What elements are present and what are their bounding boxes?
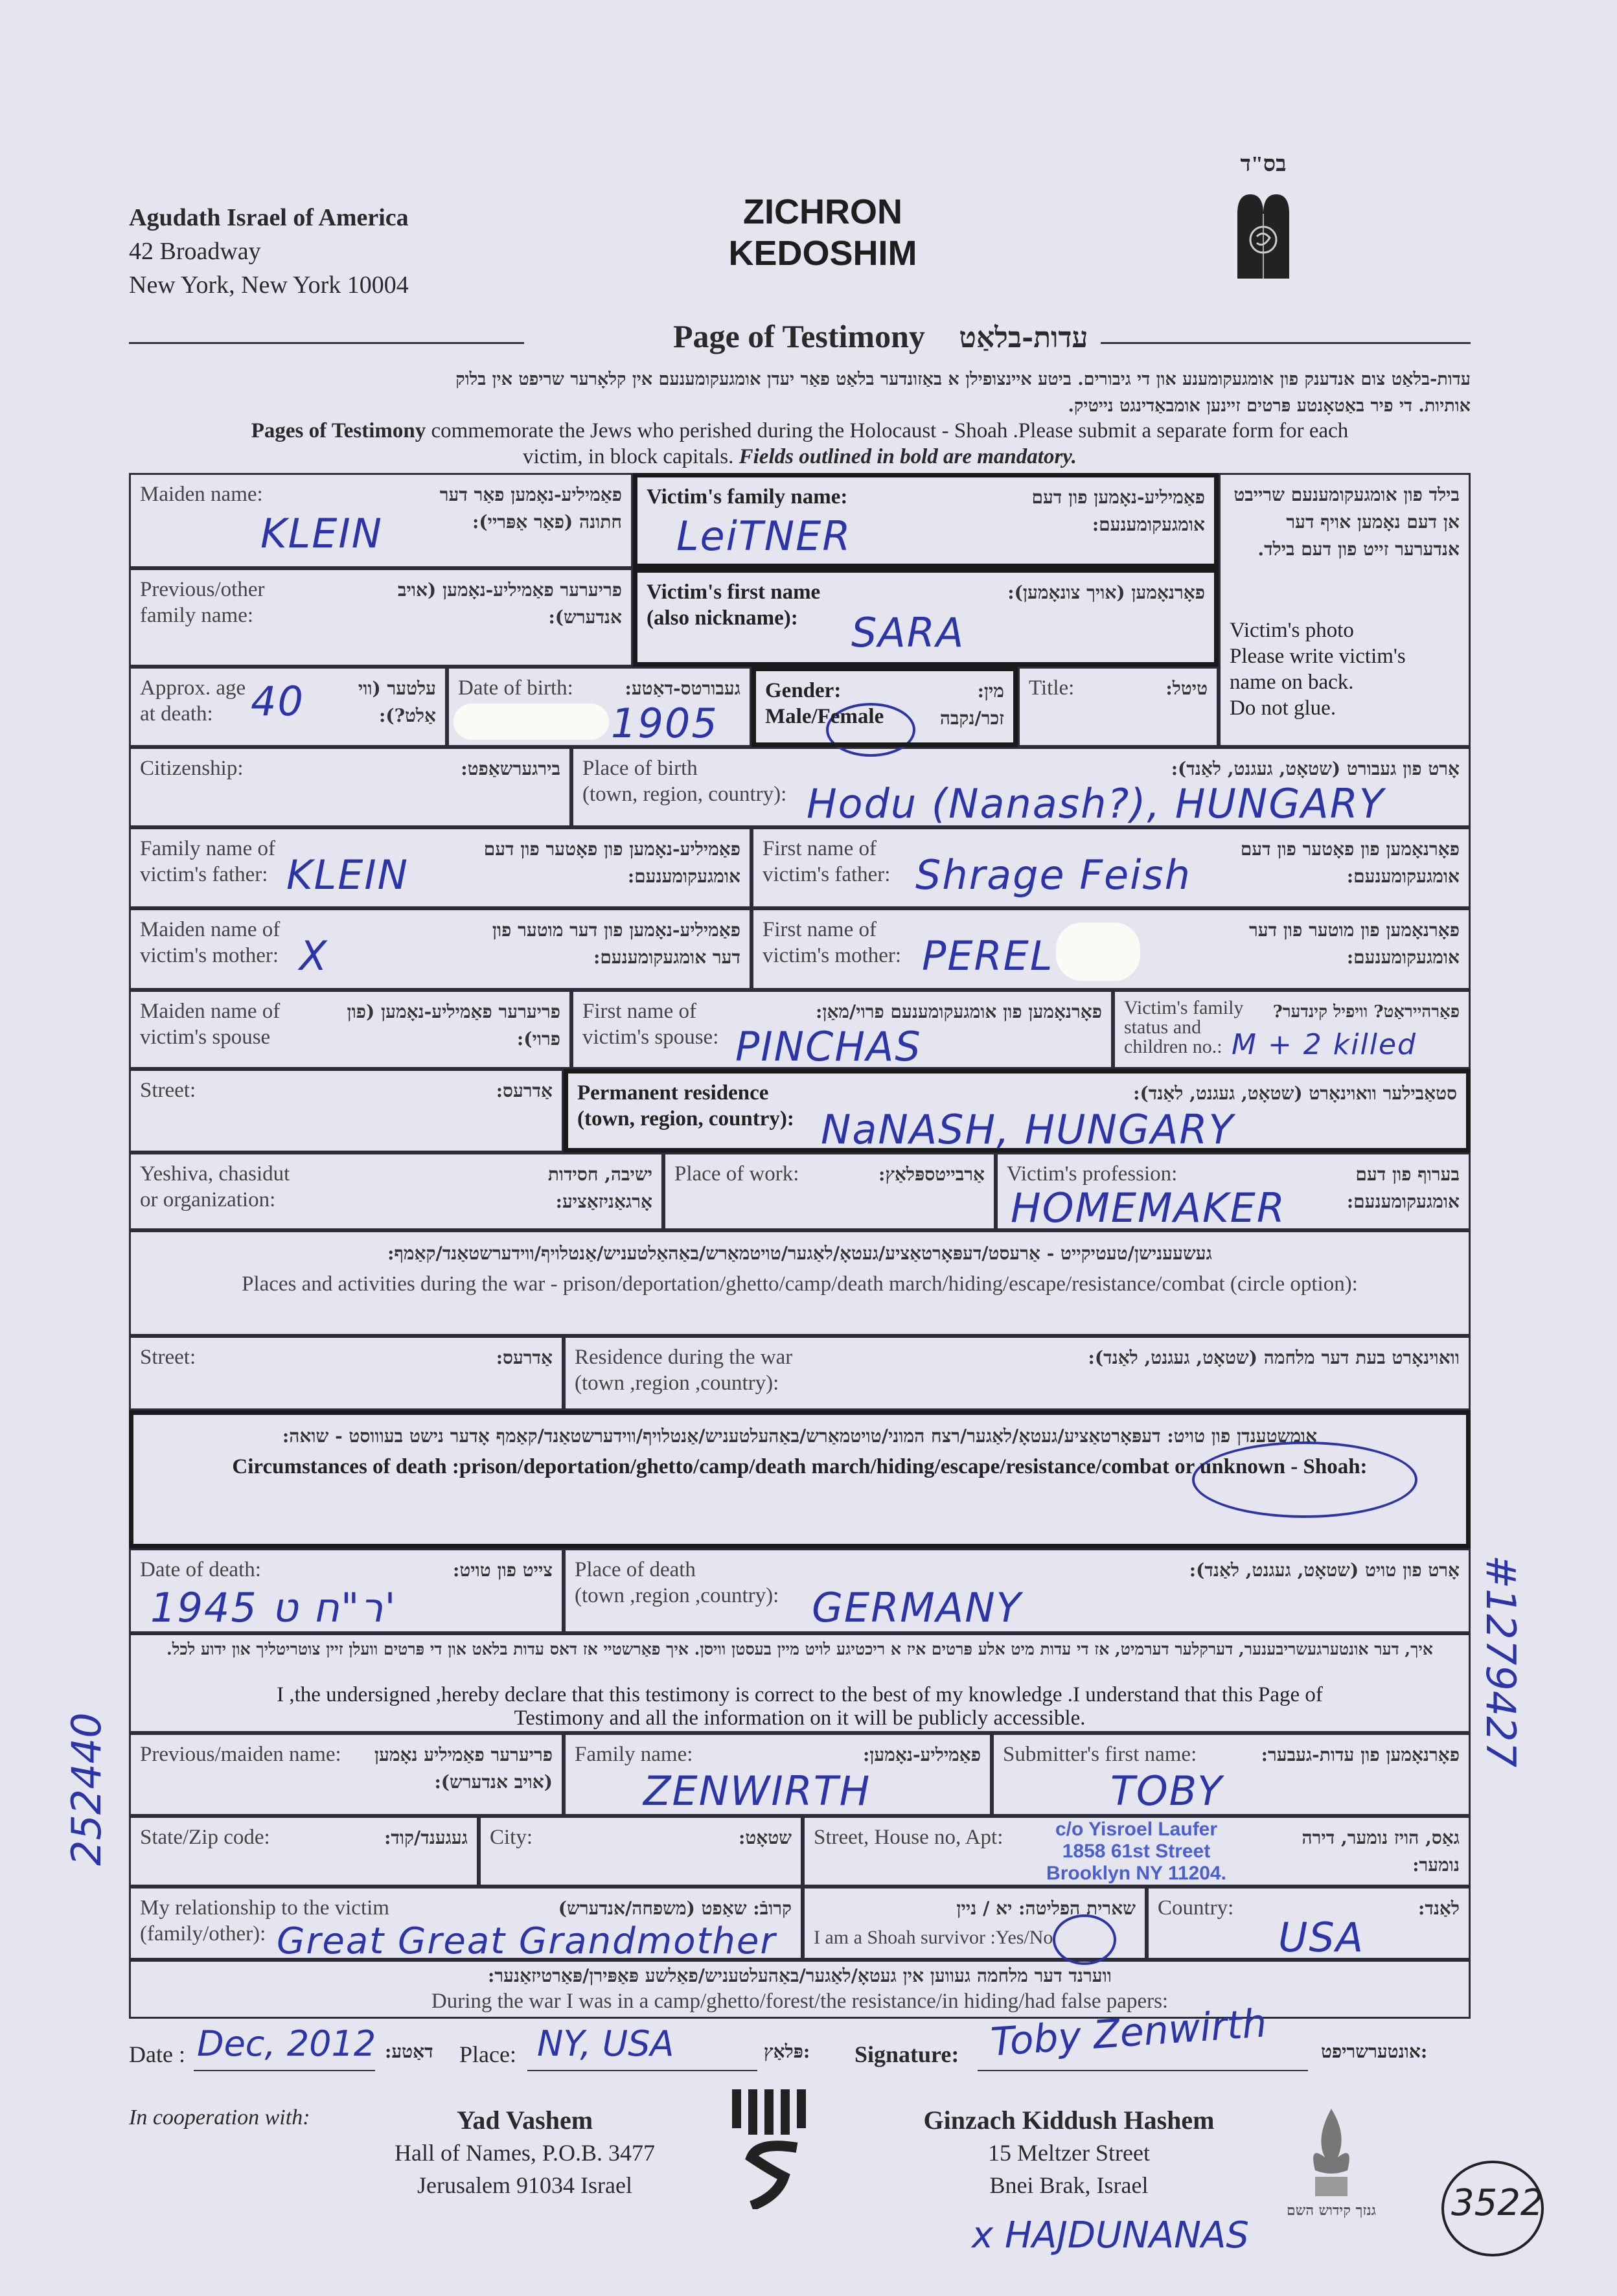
field-label: My relationship to the victim (family/other): [140,1896,389,1946]
field-previous-family-name[interactable] [129,568,633,667]
field-label-he: אַדרעס: [496,1080,553,1101]
field-label-he: וואוינאָרט בעת דער מלחמה (שטאָט, געגנט, לאַנד): [1088,1347,1460,1368]
field-submitter-family-name[interactable] [564,1733,992,1816]
field-age-at-death[interactable] [129,667,447,747]
yad-vashem-address [363,2104,687,2201]
field-label: Previous/maiden name: [140,1743,341,1766]
field-value[interactable]: KLEIN [260,510,384,557]
intro-en-text: commemorate the Jews who perished during the Holocaust - Shoah .Please submit a separate form for each [426,419,1349,442]
field-spouse-first-name[interactable] [571,990,1113,1069]
title-rule-left [129,342,524,344]
field-label-he: פריערער פאַמיליע-נאָמען (פון פרוי): [347,1001,560,1050]
ginzach-address [894,2104,1244,2201]
field-father-first-name[interactable] [751,827,1471,908]
field-yeshiva[interactable] [129,1153,663,1230]
field-label-he: קרובֿ: שאַפט (משפחה/אנדערש) [558,1898,792,1919]
field-label: Place of work: [674,1162,799,1186]
field-value[interactable]: GERMANY [812,1584,1022,1631]
field-value[interactable]: PEREL [922,932,1054,980]
field-label-he: סטאַבילער וואוינאָרט (שטאָט, געגנט, לאַנד): [1133,1083,1457,1104]
field-value[interactable]: 40 [251,678,304,725]
field-label-he: פאַרהייראַט? וויפיל קינדער? [1272,1002,1460,1022]
field-place-of-death[interactable] [564,1548,1471,1633]
field-value[interactable]: KLEIN [286,851,409,899]
field-label-he: פאָרנאָמען פון מוטער פון דער אומגעקומענעם: [1248,919,1460,968]
field-value[interactable]: Hodu (Nanash?), HUNGARY [807,780,1385,827]
field-label-he: פאַמיליע-נאָמען פון פאָטער פון דעם אומגעקומענעם: [483,838,740,887]
field-value[interactable]: NaNASH, HUNGARY [821,1106,1235,1153]
field-declaration[interactable] [129,1633,1471,1733]
bottom-note: x HAJDUNANAS [972,2214,1249,2256]
field-country[interactable] [1147,1887,1471,1960]
field-value[interactable]: 1945 ר"ח ט' [150,1584,397,1631]
intro-en-2 [129,444,1471,470]
field-circumstances[interactable] [129,1410,1471,1548]
yad-vashem-logo-icon [726,2086,823,2209]
field-label-he: פאַמיליע-נאָמען פאַר דער חתונה (פאַר אַפּריי): [439,484,622,533]
field-label: Gender: Male/Female [765,679,884,728]
field-label: Victim's profession: [1007,1162,1178,1186]
field-label-he: מין: זכר/נקבה [939,680,1004,729]
mandatory-note: Fields outlined in bold are mandatory. [739,445,1077,468]
field-label-he: פאַמיליע-נאָמען פון דער מוטער פון דער אומגעקומענעם: [492,919,740,968]
field-residence-war[interactable] [564,1336,1471,1410]
bsd-mark: בס"ד [1240,152,1287,176]
field-label: Yeshiva, chasidut or organization: [140,1162,290,1211]
field-value[interactable]: Great Great Grandmother [277,1920,777,1962]
field-label: First name of victim's spouse: [582,1000,719,1049]
signature-label: Signature: [854,2041,959,2067]
yv-name: Yad Vashem [456,2106,593,2135]
field-submitter-first-name[interactable] [992,1733,1471,1816]
intro-en-1 [129,418,1471,444]
date-label: Date : [129,2041,185,2067]
field-label: State/Zip code: [140,1826,270,1849]
field-value[interactable]: X [299,932,328,980]
page-title-bar [129,317,1471,363]
address-stamp: c/o Yisroel Laufer 1858 61st Street Brooklyn NY 11204. [1046,1819,1226,1884]
field-value[interactable]: M + 2 killed [1232,1028,1417,1061]
gkh-line2: Bnei Brak, Israel [989,2172,1149,2198]
field-label-he: פריערער פאַמיליע נאָמען (אויב אנדערש): [374,1744,553,1793]
field-label-he: פאָרנאָמען (אויך צונאָמען): [1007,582,1205,603]
field-label: Victim's photo Please write victim's name on back. Do not glue. [1230,619,1406,720]
intro-en-bold: Pages of Testimony [251,419,426,442]
field-victim-first-name[interactable] [633,568,1219,667]
signature-value[interactable]: Toby Zenwirth [989,2001,1268,2065]
field-label-he: טיטל: [1165,678,1208,699]
redaction-dob [453,704,609,740]
field-label-he: בירגערשאַפט: [461,758,560,779]
gkh-line1: 15 Meltzer Street [988,2140,1150,2166]
field-street-war[interactable] [129,1336,564,1410]
field-label: Maiden name of victim's mother: [140,918,281,967]
field-label-he: פאַמיליע-נאָמען: [862,1744,981,1765]
organization-address [129,201,409,302]
tablets-logo-icon [1234,191,1292,282]
field-label: Place of birth (town, region, country): [582,757,787,806]
place-value[interactable]: NY, USA [537,2023,674,2064]
field-maiden-name[interactable] [129,473,633,568]
field-place-of-work[interactable] [663,1153,996,1230]
date-value[interactable]: Dec, 2012 [197,2023,376,2064]
page-title [673,317,1088,355]
yv-line2: Jerusalem 91034 Israel [417,2172,632,2198]
field-label-he: ישיבה, חסידות אָרגאַניזאַציע: [547,1164,652,1212]
field-submitter-previous-name[interactable] [129,1733,564,1816]
field-gender[interactable] [751,667,1018,747]
circled-number: 3522 [1451,2182,1544,2224]
field-street[interactable] [129,1069,564,1153]
field-label: Victim's first name (also nickname): [647,580,821,630]
field-citizenship[interactable] [129,747,571,827]
field-label: City: [490,1826,533,1849]
field-label: Place of death (town ,region ,country): [575,1558,779,1607]
cooperation-label: In cooperation with: [129,2106,310,2130]
place-label: Place: [459,2041,516,2067]
gkh-name: Ginzach Kiddush Hashem [923,2106,1215,2135]
field-label: Places and activities during the war - prison/deportation/ghetto/camp/death march/hiding/escape/resistance/combat (circle option): [242,1272,1358,1296]
field-label: Family name: [575,1743,693,1766]
field-label: Street: [140,1079,196,1102]
field-label: Country: [1158,1896,1234,1920]
field-label-he: צייט פון טויט: [453,1559,553,1581]
field-label: Approx. age at death: [140,676,246,726]
redaction-mother-name [1056,923,1140,981]
field-label-he: אַדרעס: [496,1347,553,1368]
field-label-he: געגענד/קוד: [384,1827,468,1848]
left-number: 252440 [63,1712,110,1866]
record-number: #1279427 [1477,1555,1524,1768]
field-label-he: געשעענישן/טעטיקייט - אַרעסט/דעפּאָרטאַציע/געטאָ/לאַגער/טויטמאַרש/באַהאַלטעניש/אַנטלויף/ווידערשטאַנד/קאַמף: [387,1243,1212,1264]
field-value[interactable]: PINCHAS [735,1023,922,1070]
field-label: Victim's family name: [647,485,848,509]
field-relationship[interactable] [129,1887,803,1960]
yv-line1: Hall of Names, P.O.B. 3477 [395,2140,655,2166]
field-label: I ,the undersigned ,hereby declare that this testimony is correct to the best of my knowledge .I understand that this Page of Testimony and all the information on it will be publicly accessible. [277,1683,1323,1730]
field-label: Title: [1029,676,1075,700]
intro-en-text-2: victim, in block capitals. [523,445,739,468]
field-title[interactable] [1018,667,1219,747]
field-family-status[interactable] [1113,990,1471,1069]
org-name: Agudath Israel of America [129,204,409,231]
flame-logo-icon [1302,2106,1360,2199]
field-during-war[interactable] [129,1960,1471,2019]
field-label: First name of victim's father: [763,837,891,886]
field-label: Circumstances of death :prison/deportation/ghetto/camp/death march/hiding/escape/resistance/combat or unknown - Shoah: [232,1455,1368,1478]
field-label-he: אומשטענדן פון טויט: דעפּאָרטאַציע/געטאָ/לאַגער/רצח המוני/טויטמאַרש/באַהעלטעניש/אַנטלויף/ווידערשטאַנד/קאַמף אָדער נישט בעוווסט - שואה: [282,1425,1318,1447]
field-father-family-name[interactable] [129,827,751,908]
field-victim-family-name[interactable] [633,473,1219,568]
field-label-he: איך, דער אונטערגעשריבענער, דערקלער דערמיט, אז די עדות מיט אלע פּרטים איז א ריכטיגע לויט מיין בעסטן וויסן. איך פאַרשטיי אז דאס עדות בלאט און די פּרטים וועלן זיין צוטריטליך און ידוע לכל. [166,1640,1433,1659]
field-label-he: פאָרנאָמען פון פאָטער פון דעם אומגעקומענעם: [1240,838,1460,887]
signature-label-he: אונטערשריפט: [1321,2041,1428,2062]
field-label: Victim's family status and children no.: [1124,997,1244,1057]
field-place-of-birth[interactable] [571,747,1471,827]
field-label-he: געבורטס-דאַטע: [625,678,740,699]
field-label: Permanent residence (town, region, country): [577,1081,794,1131]
program-title-line2: KEDOSHIM [728,234,917,273]
program-title-line1: ZICHRON [743,192,902,231]
field-war-activities[interactable] [129,1230,1471,1336]
field-mother-maiden-name[interactable] [129,908,751,990]
field-permanent-residence[interactable] [564,1069,1471,1153]
field-label: Date of death: [140,1558,261,1581]
gkh-logo-text: גנזך קידוש השם [1287,2202,1376,2219]
field-label-he: אָרט פון טויט (שטאָט, געגנט, לאַנד): [1189,1559,1460,1581]
field-label-he: שטאָט: [739,1827,792,1848]
field-label-he: פריערער פאַמיליע-נאָמען (אויב אנדערש): [398,579,622,628]
field-state-zip[interactable] [129,1816,479,1887]
intro-he-2: אותיות. די פיר באַטאָנטע פּרטים זיינען אומבאַדינגט נייטיק. [1068,396,1471,416]
field-spouse-maiden-name[interactable] [129,990,571,1069]
field-label: First name of victim's mother: [763,918,902,967]
field-profession[interactable] [996,1153,1471,1230]
field-date-of-death[interactable] [129,1548,564,1633]
field-value[interactable]: TOBY [1110,1767,1223,1815]
org-street: 42 Broadway [129,238,261,265]
circle-no [1053,1914,1116,1965]
field-label: I am a Shoah survivor :Yes/No [814,1927,1053,1948]
field-label-he: אַרבייטספּלאַץ: [878,1164,985,1185]
field-value[interactable]: SARA [851,609,965,656]
intro-he-1: עדות-בלאַט צום אנדענק פון אומגעקומענע און די גיבורים. ביטע איינצופילן א באַזונדער בלאַט פאַר יעדן אומגעקומענעם אין קלאָרער שריפט אין בלוק [455,369,1471,389]
field-value[interactable]: ZENWIRTH [643,1767,871,1815]
title-rule-right [1101,342,1471,344]
field-label-he: פאָרנאָמען פון עדות-געבער: [1261,1744,1460,1765]
field-label-he: לאַנד: [1418,1898,1460,1919]
field-label: Street: [140,1346,196,1369]
field-value[interactable]: LeiTNER [676,512,852,560]
field-label: Maiden name of victim's spouse [140,1000,281,1049]
field-label-he: בילד פון אומגעקומענעם שרייבט אן דעם נאָמען אויף דער אנדערער זייט פון דעם בילד. [1233,484,1460,560]
field-label-he: גאַס, הויז נומער, דירה נומער: [1302,1827,1460,1876]
field-label: Residence during the war (town ,region ,country): [575,1346,793,1395]
field-value[interactable]: USA [1278,1914,1365,1961]
field-label: Previous/other family name: [140,578,265,627]
field-label-he: ווערנד דער מלחמה געווען אין געטאָ/לאַגער/באַהעלטעניש/פאַלשע פּאַפּירן/פּאַרטיזאַנער: [488,1965,1112,1986]
field-value[interactable]: Shrage Feish [915,851,1191,899]
field-label-he: פאָרנאָמען פון אומגעקומענעם פרוי/מאַן: [815,1001,1102,1022]
field-label: Street, House no, Apt: [814,1826,1003,1849]
date-label-he: דאַטע: [385,2041,433,2062]
title-he: עדות-בלאַט [959,321,1088,354]
field-photo[interactable] [1219,473,1471,747]
field-label-he: עלטער (ווי אַלט?): [358,678,436,726]
org-city: New York, New York 10004 [129,271,409,299]
field-city[interactable] [479,1816,803,1887]
field-value[interactable]: HOMEMAKER [1011,1184,1286,1232]
field-label: During the war I was in a camp/ghetto/forest/the resistance/in hiding/had false papers: [431,1990,1169,2013]
place-label-he: פּלאַץ: [764,2041,810,2062]
field-label: Maiden name: [140,483,263,506]
field-label-he: שארית הפליטה: יא / ניין [956,1898,1136,1919]
field-label: Family name of victim's father: [140,837,275,886]
field-label: Date of birth: [458,676,573,700]
field-label: Submitter's first name: [1003,1743,1197,1766]
field-label-he: פאַמיליע-נאָמען פון דעם אומגעקומענעם: [1031,487,1205,535]
field-label: Citizenship: [140,757,244,780]
field-label-he: אָרט פון געבורט (שטאָט, געגנט, לאַנד): [1171,758,1460,779]
title-en: Page of Testimony [673,318,925,354]
field-label-he: בערוף פון דעם אומגעקומענעם: [1346,1164,1460,1212]
field-value[interactable]: 1905 [611,700,718,747]
program-title [687,191,959,274]
